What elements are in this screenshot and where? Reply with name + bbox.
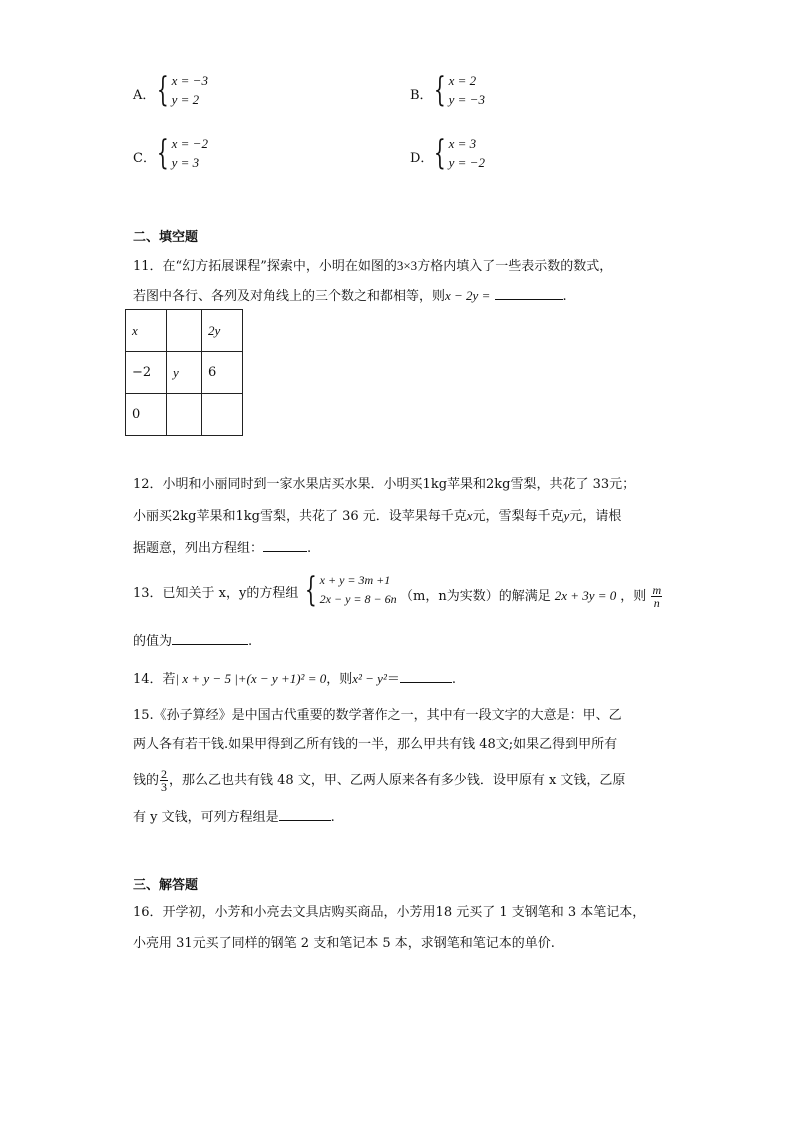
brace-icon: { xyxy=(156,70,169,110)
grid-cell xyxy=(167,310,202,352)
question-text: 的值为 xyxy=(133,634,173,649)
fraction xyxy=(651,584,662,609)
brace-icon: { xyxy=(304,570,317,610)
grid-row xyxy=(126,394,243,436)
brace-icon: { xyxy=(156,133,169,173)
fraction-numerator: m xyxy=(652,583,662,597)
question-16-line: 小亮用 31元买了同样的钢笔 2 支和笔记本 5 本，求钢笔和笔记本的单价. xyxy=(133,936,555,951)
equation: x = −2 xyxy=(171,136,208,151)
equation-system xyxy=(432,134,485,172)
question-text: ，则 xyxy=(620,589,647,604)
equation: y = −2 xyxy=(448,155,485,170)
question-text: 元，请根 xyxy=(569,509,622,524)
question-text: （m，n为实数）的解满足 xyxy=(400,589,551,604)
question-text: 方格内填入了一些表示数的数式， xyxy=(417,259,613,274)
grid-cell xyxy=(202,394,243,436)
question-11-line xyxy=(133,285,567,307)
equation-system xyxy=(155,134,208,172)
question-text: . xyxy=(307,541,312,556)
equation: 2x − y = 8 − 6n xyxy=(319,592,397,606)
question-text: 14．若 xyxy=(133,672,176,687)
answer-blank[interactable] xyxy=(279,806,331,821)
question-text: 小丽买2kg苹果和1kg雪梨，共花了 36 元．设苹果每千克 xyxy=(133,509,467,524)
grid-cell: −2 xyxy=(126,352,167,394)
equation: x + y = 3m +1 xyxy=(319,573,391,587)
question-15-line: 两人各有若干钱.如果甲得到乙所有钱的一半，那么甲共有钱 48文;如果乙得到甲所有 xyxy=(133,737,618,752)
question-text: . xyxy=(451,672,456,687)
answer-blank[interactable] xyxy=(263,537,307,552)
math-expression: 3×3 xyxy=(396,258,418,273)
grid-cell xyxy=(167,394,202,436)
question-text: 钱的 xyxy=(133,773,160,788)
question-text: 有 y 文钱，可列方程组是 xyxy=(133,810,279,825)
math-variable: y xyxy=(563,508,570,523)
option-label: B． xyxy=(410,88,433,103)
section-heading: 二、填空题 xyxy=(133,230,199,245)
answer-blank[interactable] xyxy=(495,285,563,300)
equation: y = 2 xyxy=(171,92,200,107)
math-expression: 2x + 3y = 0 xyxy=(554,588,617,603)
question-11-line xyxy=(133,256,612,277)
option-label: A． xyxy=(133,88,156,103)
question-text: . xyxy=(330,810,335,825)
question-text: . xyxy=(562,289,567,304)
math-expression: | x + y − 5 |+(x − y +1)² = 0 xyxy=(175,671,327,686)
grid-cell: 0 xyxy=(126,394,167,436)
brace-icon: { xyxy=(433,133,446,173)
question-13-line xyxy=(133,630,252,652)
question-12-line xyxy=(133,506,621,527)
question-15-line xyxy=(133,768,625,793)
question-16-line: 16．开学初，小芳和小亮去文具店购买商品，小芳用18 元买了 1 支钢笔和 3 本笔记本， xyxy=(133,905,646,920)
answer-blank[interactable] xyxy=(400,668,452,683)
option-label: D． xyxy=(410,151,434,166)
equation: x = 2 xyxy=(448,73,477,88)
option-label: C． xyxy=(133,151,156,166)
magic-square-grid xyxy=(125,309,243,436)
math-expression: x − 2y = xyxy=(445,288,491,303)
question-text: 元，雪梨每千克 xyxy=(472,509,564,524)
fraction-numerator: 2 xyxy=(161,767,168,781)
equation: x = 3 xyxy=(448,136,477,151)
answer-blank[interactable] xyxy=(172,630,248,645)
fraction-denominator: 3 xyxy=(161,780,168,794)
equation: y = 3 xyxy=(171,155,200,170)
equation: y = −3 xyxy=(448,92,485,107)
section-heading: 三、解答题 xyxy=(133,878,199,893)
question-text: 据题意，列出方程组： xyxy=(133,541,264,556)
question-15-line xyxy=(133,806,335,828)
fraction xyxy=(160,768,168,793)
question-12-line xyxy=(133,537,311,559)
question-text: 11．在“幻方拓展课程”探索中，小明在如图的 xyxy=(133,259,397,274)
math-expression: x² − y² xyxy=(352,671,387,686)
question-text: 若图中各行、各列及对角线上的三个数之和都相等，则 xyxy=(133,289,446,304)
grid-row xyxy=(126,352,243,394)
fraction-denominator: n xyxy=(653,596,660,610)
question-13-text: 13．已知关于 x，y的方程组 xyxy=(133,586,299,601)
grid-cell: 6 xyxy=(202,352,243,394)
grid-row xyxy=(126,310,243,352)
grid-cell: y xyxy=(167,352,202,394)
equation-system xyxy=(432,71,485,109)
equation-system xyxy=(303,571,397,609)
question-text: ，则 xyxy=(326,672,353,687)
equation-system xyxy=(155,71,208,109)
question-12-line: 12．小明和小丽同时到一家水果店买水果．小明买1kg苹果和2kg雪梨，共花了 33元； xyxy=(133,477,636,492)
math-variable: x xyxy=(466,508,473,523)
question-15-line: 15.《孙子算经》是中国古代重要的数学著作之一，其中有一段文字的大意是：甲、乙 xyxy=(133,708,622,723)
question-13-line xyxy=(400,584,663,609)
question-text: ＝ xyxy=(386,672,400,687)
brace-icon: { xyxy=(433,70,446,110)
grid-cell: 2y xyxy=(202,310,243,352)
question-text: . xyxy=(248,634,253,649)
grid-cell: x xyxy=(126,310,167,352)
equation: x = −3 xyxy=(171,73,208,88)
question-14-line xyxy=(133,668,456,690)
question-text: ，那么乙也共有钱 48 文，甲、乙两人原来各有多少钱．设甲原有 x 文钱，乙原 xyxy=(169,773,626,788)
